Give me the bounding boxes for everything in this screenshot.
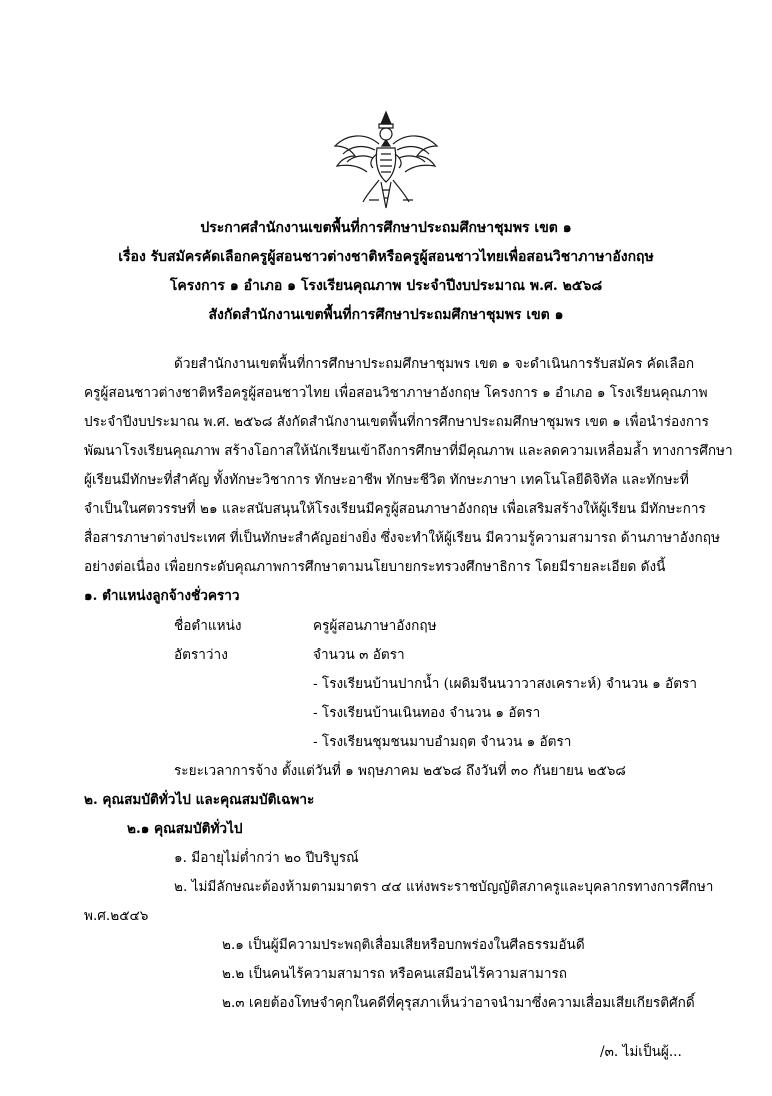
announcement-title: ประกาศสำนักงานเขตพื้นที่การศึกษาประถมศึกษาชุมพร เขต ๑ bbox=[200, 220, 572, 236]
garuda-emblem-icon bbox=[329, 110, 443, 210]
intro-line: สื่อสารภาษาต่างประเทศ ที่เป็นทักษะสำคัญอย่างยิ่ง ซึ่งจะทำให้ผู้เรียน มีความรู้ความสามารถ ด้านภาษาอังกฤษ bbox=[84, 530, 720, 546]
announcement-subject: เรื่อง รับสมัครคัดเลือกครูผู้สอนชาวต่างชาติหรือครูผู้สอนชาวไทยเพื่อสอนวิชาภาษาอังกฤษ bbox=[118, 249, 654, 265]
qualification-item: ๑. มีอายุไม่ต่ำกว่า ๒๐ ปีบริบูรณ์ bbox=[174, 850, 359, 866]
prohibited-item: ๒.๒ เป็นคนไร้ความสามารถ หรือคนเสมือนไร้ความสามารถ bbox=[222, 966, 568, 982]
section-2-1-heading: ๒.๑ คุณสมบัติทั่วไป bbox=[127, 821, 243, 837]
vacancy-label: อัตราว่าง bbox=[174, 647, 228, 663]
prohibited-item: ๒.๓ เคยต้องโทษจำคุกในคดีที่คุรุสภาเห็นว่าอาจนำมาซึ่งความเสื่อมเสียเกียรติศักดิ์ bbox=[222, 995, 695, 1011]
qualification-item: ๒. ไม่มีลักษณะต้องห้ามตามมาตรา ๔๔ แห่งพระราชบัญญัติสภาครูและบุคลากรทางการศึกษา bbox=[174, 879, 714, 895]
vacancy-value: จำนวน ๓ อัตรา bbox=[313, 647, 405, 663]
section-2-heading: ๒. คุณสมบัติทั่วไป และคุณสมบัติเฉพาะ bbox=[84, 792, 315, 808]
announcement-project: โครงการ ๑ อำเภอ ๑ โรงเรียนคุณภาพ ประจำปีงบประมาณ พ.ศ. ๒๕๖๘ bbox=[169, 278, 603, 294]
intro-line: ประจำปีงบประมาณ พ.ศ. ๒๕๖๘ สังกัดสำนักงานเขตพื้นที่การศึกษาประถมศึกษาชุมพร เขต ๑ เพื่อนำร่องการ bbox=[84, 414, 709, 430]
intro-line: ด้วยสำนักงานเขตพื้นที่การศึกษาประถมศึกษาชุมพร เขต ๑ จะดำเนินการรับสมัคร คัดเลือก bbox=[174, 356, 695, 372]
intro-line: พัฒนาโรงเรียนคุณภาพ สร้างโอกาสให้นักเรียนเข้าถึงการศึกษาที่มีคุณภาพ และลดความเหลื่อมล้ำ ทางการศึกษา bbox=[84, 443, 733, 459]
position-label: ชื่อตำแหน่ง bbox=[174, 618, 242, 634]
school-item: - โรงเรียนบ้านเนินทอง จำนวน ๑ อัตรา bbox=[313, 705, 541, 721]
section-1-heading: ๑. ตำแหน่งลูกจ้างชั่วคราว bbox=[84, 588, 240, 604]
continuation-note: /๓. ไม่เป็นผู้... bbox=[600, 1044, 682, 1060]
intro-line: ผู้เรียนมีทักษะที่สำคัญ ทั้งทักษะวิชาการ ทักษะอาชีพ ทักษะชีวิต ทักษะภาษา เทคโนโลยีดิจิทัล และทักษะที่ bbox=[84, 472, 689, 488]
intro-line: อย่างต่อเนื่อง เพื่อยกระดับคุณภาพการศึกษาตามนโยบายกระทรวงศึกษาธิการ โดยมีรายละเอียด ดังนี้ bbox=[84, 559, 666, 575]
intro-line: จำเป็นในศตวรรษที่ ๒๑ และสนับสนุนให้โรงเรียนมีครูผู้สอนภาษาอังกฤษ เพื่อเสริมสร้างให้ผู้เรียน มีทักษะการ bbox=[84, 501, 706, 517]
announcement-affiliation: สังกัดสำนักงานเขตพื้นที่การศึกษาประถมศึกษาชุมพร เขต ๑ bbox=[208, 307, 564, 323]
prohibited-item: ๒.๑ เป็นผู้มีความประพฤติเสื่อมเสียหรือบกพร่องในศีลธรรมอันดี bbox=[222, 937, 585, 953]
school-item: - โรงเรียนบ้านปากน้ำ (เผดิมจีนนวาวาสงเคราะห์) จำนวน ๑ อัตรา bbox=[313, 676, 697, 692]
employment-period: ระยะเวลาการจ้าง ตั้งแต่วันที่ ๑ พฤษภาคม ๒๕๖๘ ถึงวันที่ ๓๐ กันยายน ๒๕๖๘ bbox=[174, 763, 626, 779]
position-value: ครูผู้สอนภาษาอังกฤษ bbox=[313, 618, 437, 634]
intro-line: ครูผู้สอนชาวต่างชาติหรือครูผู้สอนชาวไทย เพื่อสอนวิชาภาษาอังกฤษ โครงการ ๑ อำเภอ ๑ โรงเรียนคุณภาพ bbox=[84, 385, 708, 401]
school-item: - โรงเรียนชุมชนมาบอำมฤต จำนวน ๑ อัตรา bbox=[313, 734, 572, 750]
qualification-item-continued: พ.ศ.๒๕๔๖ bbox=[84, 908, 149, 924]
